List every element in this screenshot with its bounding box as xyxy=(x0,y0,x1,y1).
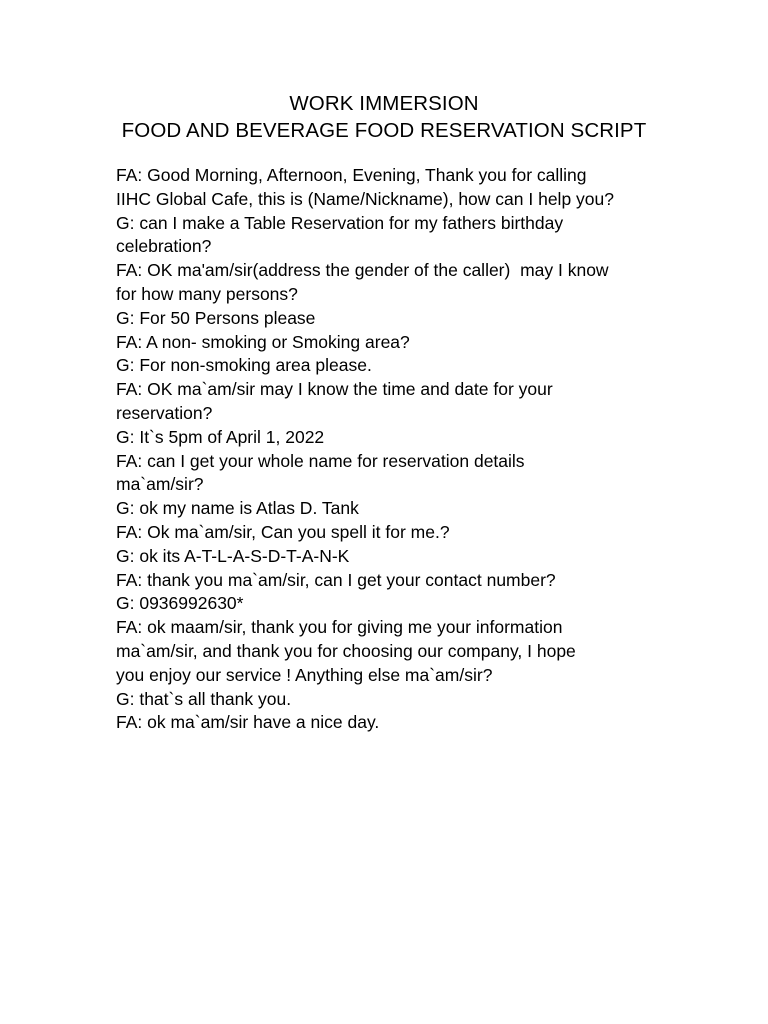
script-line: G: It`s 5pm of April 1, 2022 xyxy=(116,426,325,447)
script-line: FA: ok maam/sir, thank you for giving me your information xyxy=(116,617,563,638)
script-line: reservation? xyxy=(116,402,213,423)
script-line: FA: can I get your whole name for reservation details xyxy=(116,450,525,471)
script-line: FA: OK ma'am/sir(address the gender of the caller) may I know xyxy=(116,260,609,281)
script-line: FA: Good Morning, Afternoon, Evening, Thank you for calling xyxy=(116,165,587,185)
script-line: G: that`s all thank you. xyxy=(116,688,292,709)
script-line: you enjoy our service ! Anything else ma`am/sir? xyxy=(116,664,493,685)
script-line: FA: Ok ma`am/sir, Can you spell it for me.? xyxy=(116,521,450,542)
script-line: G: can I make a Table Reservation for my fathers birthday xyxy=(116,212,564,233)
script-line: G: ok its A-T-L-A-S-D-T-A-N-K xyxy=(116,545,350,566)
script-body xyxy=(116,164,676,735)
script-line: FA: ok ma`am/sir have a nice day. xyxy=(116,712,380,733)
script-line: ma`am/sir, and thank you for choosing our company, I hope xyxy=(116,640,576,661)
script-line: FA: thank you ma`am/sir, can I get your contact number? xyxy=(116,569,556,590)
title-line-2: FOOD AND BEVERAGE FOOD RESERVATION SCRIPT xyxy=(121,119,647,142)
script-line: for how many persons? xyxy=(116,283,298,304)
script-line: IIHC Global Cafe, this is (Name/Nickname), how can I help you? xyxy=(116,188,614,209)
title-line-1: WORK IMMERSION xyxy=(289,92,479,115)
script-line: G: For non-smoking area please. xyxy=(116,355,372,376)
script-line: FA: OK ma`am/sir may I know the time and date for your xyxy=(116,379,553,400)
script-line: G: ok my name is Atlas D. Tank xyxy=(116,498,359,519)
script-line: FA: A non- smoking or Smoking area? xyxy=(116,331,410,352)
script-line: G: For 50 Persons please xyxy=(116,307,316,328)
document-title xyxy=(0,90,768,144)
script-line: G: 0936992630* xyxy=(116,593,244,614)
script-line: celebration? xyxy=(116,236,212,257)
script-line: ma`am/sir? xyxy=(116,474,204,495)
